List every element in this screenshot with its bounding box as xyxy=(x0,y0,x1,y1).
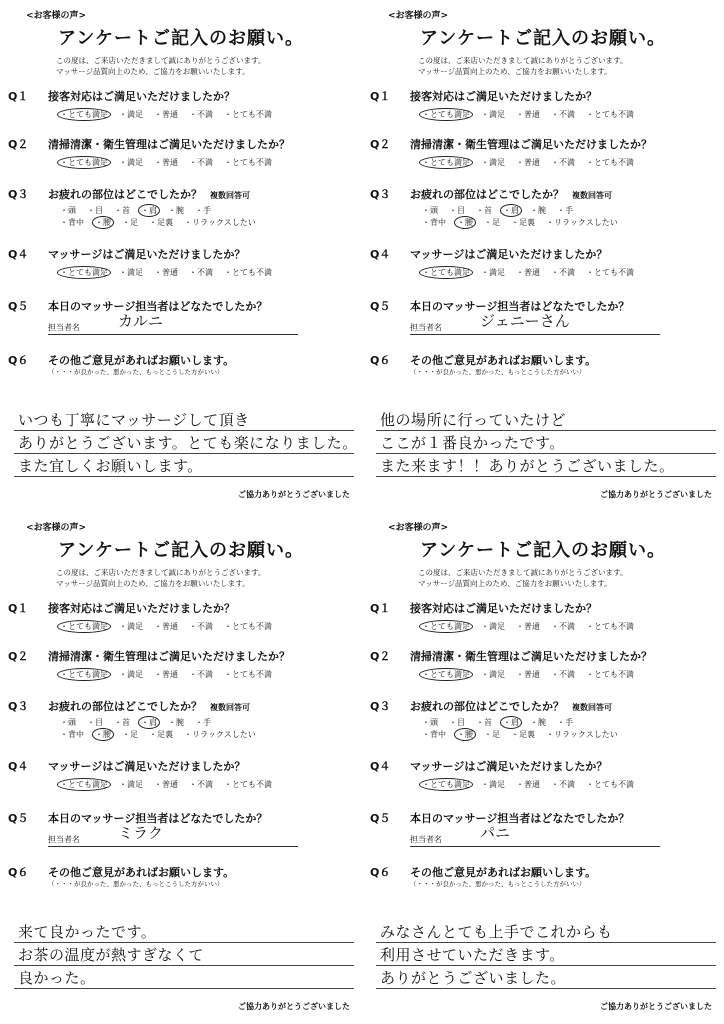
comment-line: ここが１番良かったです。 xyxy=(376,431,716,454)
option-item: ・リラックスしたい xyxy=(546,730,618,739)
question-text: 本日のマッサージ担当者はどなたでしたか？ xyxy=(48,812,268,825)
option-item: ・とても満足 xyxy=(419,620,473,633)
option-item: ・肩 xyxy=(138,716,160,729)
option-item: ・普通 xyxy=(154,268,178,277)
option-item: ・腕 xyxy=(168,206,184,215)
comment-line: お茶の温度が熱すぎなくて xyxy=(14,943,354,966)
question-number: Q４ xyxy=(370,760,391,773)
intro-text xyxy=(56,55,265,77)
form-title: アンケートご記入のお願い。 xyxy=(58,540,304,561)
question-number: Q１ xyxy=(370,90,391,103)
thanks-text: ご協力ありがとうございました xyxy=(238,490,350,499)
question-text: 接客対応はご満足いただけましたか？ xyxy=(48,602,235,615)
option-item: ・足裏 xyxy=(149,218,173,227)
question-text-main: お疲れの部位はどこでしたか？ xyxy=(410,700,564,713)
header-tag: <お客様の声> xyxy=(388,523,449,533)
option-item: ・肩 xyxy=(138,204,160,217)
option-item: ・普通 xyxy=(516,670,540,679)
rating-options xyxy=(60,668,283,681)
option-item: ・満足 xyxy=(119,158,143,167)
option-item: ・普通 xyxy=(516,110,540,119)
option-item: ・とても不満 xyxy=(586,780,634,789)
option-item: ・腕 xyxy=(168,718,184,727)
option-item: ・とても満足 xyxy=(57,668,111,681)
option-item: ・とても満足 xyxy=(419,266,473,279)
comment-line: ありがとうございます。とても楽になりました。 xyxy=(14,431,354,454)
intro-line-2: マッサージ品質向上のため、ご協力をお願いいたします。 xyxy=(418,67,612,76)
option-item: ・とても不満 xyxy=(224,622,272,631)
option-item: ・とても不満 xyxy=(224,268,272,277)
option-item: ・腕 xyxy=(530,206,546,215)
option-item: ・腰 xyxy=(92,728,114,741)
rating-options xyxy=(60,620,283,633)
question-subtext: （・・・が良かった、悪かった、もっとこうした方がいい） xyxy=(410,368,586,376)
option-item: ・とても満足 xyxy=(419,668,473,681)
option-item: ・不満 xyxy=(189,110,213,119)
form-title: アンケートご記入のお願い。 xyxy=(420,28,666,49)
option-item: ・足 xyxy=(122,730,138,739)
option-item: ・普通 xyxy=(154,780,178,789)
rating-options xyxy=(422,108,645,121)
option-item: ・足裏 xyxy=(511,218,535,227)
intro-line-2: マッサージ品質向上のため、ご協力をお願いいたします。 xyxy=(56,67,250,76)
option-item: ・不満 xyxy=(551,670,575,679)
option-item: ・目 xyxy=(449,206,465,215)
intro-line-1: この度は、ご来店いただきまして誠にありがとうございます。 xyxy=(418,56,628,65)
question-number: Q６ xyxy=(370,354,391,367)
question-text: 接客対応はご満足いただけましたか？ xyxy=(410,90,597,103)
question-text: その他ご意見があればお願いします。 xyxy=(48,866,235,879)
option-item: ・不満 xyxy=(551,780,575,789)
survey-sheet-2 xyxy=(362,0,724,512)
question-number: Q５ xyxy=(8,812,29,825)
option-item: ・目 xyxy=(87,206,103,215)
staff-name-handwritten: パニ xyxy=(480,824,511,842)
question-number: Q１ xyxy=(370,602,391,615)
question-note: 複数回答可 xyxy=(210,703,250,712)
option-item: ・背中 xyxy=(60,218,84,227)
rating-options xyxy=(422,266,645,279)
option-item: ・首 xyxy=(476,206,492,215)
option-item: ・とても満足 xyxy=(57,156,111,169)
question-text: マッサージはご満足いただけましたか？ xyxy=(410,760,608,773)
option-item: ・とても不満 xyxy=(586,670,634,679)
option-item: ・普通 xyxy=(516,780,540,789)
intro-line-1: この度は、ご来店いただきまして誠にありがとうございます。 xyxy=(418,568,628,577)
comment-line: 他の場所に行っていたけど xyxy=(376,408,716,431)
comment-line: また宜しくお願いします。 xyxy=(14,454,354,477)
question-number: Q２ xyxy=(370,650,391,663)
option-item: ・満足 xyxy=(481,622,505,631)
option-item: ・肩 xyxy=(500,716,522,729)
question-text: マッサージはご満足いただけましたか？ xyxy=(410,248,608,261)
option-item: ・リラックスしたい xyxy=(184,218,256,227)
comment-area xyxy=(376,408,716,477)
option-item: ・腰 xyxy=(454,216,476,229)
question-number: Q２ xyxy=(8,138,29,151)
option-item: ・足裏 xyxy=(511,730,535,739)
option-item: ・首 xyxy=(114,718,130,727)
question-number: Q６ xyxy=(8,866,29,879)
staff-label: 担当者名 xyxy=(410,323,442,332)
intro-line-1: この度は、ご来店いただきまして誠にありがとうございます。 xyxy=(56,56,266,65)
option-item: ・不満 xyxy=(189,268,213,277)
rating-options xyxy=(422,778,645,791)
question-text: 清掃清潔・衛生管理はご満足いただけましたか？ xyxy=(48,138,290,151)
rating-options xyxy=(422,620,645,633)
option-item: ・普通 xyxy=(516,622,540,631)
option-item: ・とても満足 xyxy=(419,108,473,121)
option-item: ・満足 xyxy=(119,268,143,277)
question-text: その他ご意見があればお願いします。 xyxy=(410,866,597,879)
option-item: ・足 xyxy=(484,218,500,227)
option-item: ・手 xyxy=(557,718,573,727)
option-item: ・頭 xyxy=(422,718,438,727)
option-item: ・満足 xyxy=(481,670,505,679)
comment-line: また来ます！！ありがとうございました。 xyxy=(376,454,716,477)
question-text: マッサージはご満足いただけましたか？ xyxy=(48,760,246,773)
option-item: ・満足 xyxy=(119,110,143,119)
option-item: ・首 xyxy=(476,718,492,727)
question-number: Q３ xyxy=(8,188,29,201)
option-item: ・頭 xyxy=(60,718,76,727)
option-item: ・とても満足 xyxy=(57,620,111,633)
question-note: 複数回答可 xyxy=(210,191,250,200)
staff-underline xyxy=(48,334,298,335)
option-item: ・頭 xyxy=(60,206,76,215)
option-item: ・手 xyxy=(195,206,211,215)
option-item: ・とても不満 xyxy=(224,158,272,167)
option-item: ・とても不満 xyxy=(224,670,272,679)
question-number: Q４ xyxy=(8,760,29,773)
question-text xyxy=(48,698,250,714)
option-item: ・普通 xyxy=(154,110,178,119)
option-item: ・とても不満 xyxy=(586,158,634,167)
question-number: Q５ xyxy=(370,812,391,825)
question-text: マッサージはご満足いただけましたか？ xyxy=(48,248,246,261)
comment-line: 利用させていただきます。 xyxy=(376,943,716,966)
comment-line: いつも丁寧にマッサージして頂き xyxy=(14,408,354,431)
question-text-main: お疲れの部位はどこでしたか？ xyxy=(48,700,202,713)
question-number: Q６ xyxy=(8,354,29,367)
question-text: 清掃清潔・衛生管理はご満足いただけましたか？ xyxy=(48,650,290,663)
comment-line: ありがとうございました。 xyxy=(376,966,716,989)
option-item: ・とても満足 xyxy=(419,156,473,169)
comment-area xyxy=(14,920,354,989)
rating-options xyxy=(60,108,283,121)
question-text xyxy=(48,186,250,202)
option-item: ・足 xyxy=(484,730,500,739)
question-text: 本日のマッサージ担当者はどなたでしたか？ xyxy=(410,812,630,825)
option-item: ・リラックスしたい xyxy=(184,730,256,739)
form-title: アンケートご記入のお願い。 xyxy=(58,28,304,49)
option-item: ・とても不満 xyxy=(586,268,634,277)
option-item: ・目 xyxy=(87,718,103,727)
comment-line: 来て良かったです。 xyxy=(14,920,354,943)
question-text: 本日のマッサージ担当者はどなたでしたか？ xyxy=(48,300,268,313)
option-item: ・足裏 xyxy=(149,730,173,739)
option-item: ・不満 xyxy=(551,158,575,167)
header-tag: <お客様の声> xyxy=(26,11,87,21)
staff-underline xyxy=(48,846,298,847)
comment-line: 良かった。 xyxy=(14,966,354,989)
header-tag: <お客様の声> xyxy=(26,523,87,533)
thanks-text: ご協力ありがとうございました xyxy=(238,1002,350,1011)
thanks-text: ご協力ありがとうございました xyxy=(600,1002,712,1011)
question-note: 複数回答可 xyxy=(572,703,612,712)
question-text: その他ご意見があればお願いします。 xyxy=(48,354,235,367)
question-text: 接客対応はご満足いただけましたか？ xyxy=(48,90,235,103)
option-item: ・満足 xyxy=(481,110,505,119)
staff-label: 担当者名 xyxy=(48,835,80,844)
comment-area xyxy=(14,408,358,477)
option-item: ・リラックスしたい xyxy=(546,218,618,227)
option-item: ・不満 xyxy=(189,622,213,631)
option-item: ・とても不満 xyxy=(224,780,272,789)
option-item: ・背中 xyxy=(422,730,446,739)
option-item: ・普通 xyxy=(516,158,540,167)
form-title: アンケートご記入のお願い。 xyxy=(420,540,666,561)
option-item: ・満足 xyxy=(481,158,505,167)
question-text xyxy=(410,698,612,714)
header-tag: <お客様の声> xyxy=(388,11,449,21)
rating-options xyxy=(60,266,283,279)
survey-sheet-3 xyxy=(0,512,362,1024)
question-number: Q３ xyxy=(8,700,29,713)
option-item: ・不満 xyxy=(189,670,213,679)
staff-underline xyxy=(410,334,660,335)
option-item: ・不満 xyxy=(551,268,575,277)
option-item: ・背中 xyxy=(422,218,446,227)
question-text: 接客対応はご満足いただけましたか？ xyxy=(410,602,597,615)
question-text xyxy=(410,186,612,202)
question-subtext: （・・・が良かった、悪かった、もっとこうした方がいい） xyxy=(48,880,224,888)
option-item: ・とても満足 xyxy=(419,778,473,791)
question-number: Q５ xyxy=(8,300,29,313)
option-item: ・首 xyxy=(114,206,130,215)
option-item: ・腰 xyxy=(454,728,476,741)
body-part-row-2 xyxy=(60,216,267,229)
rating-options xyxy=(60,778,283,791)
intro-text xyxy=(418,55,627,77)
intro-text xyxy=(418,567,627,589)
intro-line-2: マッサージ品質向上のため、ご協力をお願いいたします。 xyxy=(56,579,250,588)
option-item: ・とても不満 xyxy=(586,622,634,631)
question-number: Q３ xyxy=(370,188,391,201)
option-item: ・肩 xyxy=(500,204,522,217)
option-item: ・足 xyxy=(122,218,138,227)
option-item: ・目 xyxy=(449,718,465,727)
option-item: ・背中 xyxy=(60,730,84,739)
option-item: ・とても満足 xyxy=(57,108,111,121)
intro-line-2: マッサージ品質向上のため、ご協力をお願いいたします。 xyxy=(418,579,612,588)
staff-name-handwritten: ジェニーさん xyxy=(480,312,570,330)
option-item: ・腕 xyxy=(530,718,546,727)
staff-name-handwritten: ミラク xyxy=(118,824,164,842)
question-number: Q４ xyxy=(370,248,391,261)
question-subtext: （・・・が良かった、悪かった、もっとこうした方がいい） xyxy=(48,368,224,376)
question-number: Q２ xyxy=(370,138,391,151)
question-number: Q３ xyxy=(370,700,391,713)
option-item: ・普通 xyxy=(516,268,540,277)
question-text: 清掃清潔・衛生管理はご満足いただけましたか？ xyxy=(410,650,652,663)
option-item: ・満足 xyxy=(481,780,505,789)
body-part-row-2 xyxy=(60,728,267,741)
option-item: ・満足 xyxy=(119,670,143,679)
question-text-main: お疲れの部位はどこでしたか？ xyxy=(48,188,202,201)
staff-underline xyxy=(410,846,660,847)
body-part-row-2 xyxy=(422,216,629,229)
option-item: ・とても満足 xyxy=(57,778,111,791)
option-item: ・不満 xyxy=(551,110,575,119)
question-number: Q１ xyxy=(8,90,29,103)
question-number: Q１ xyxy=(8,602,29,615)
option-item: ・不満 xyxy=(189,780,213,789)
option-item: ・頭 xyxy=(422,206,438,215)
survey-sheet-4 xyxy=(362,512,724,1024)
thanks-text: ご協力ありがとうございました xyxy=(600,490,712,499)
question-text: 清掃清潔・衛生管理はご満足いただけましたか？ xyxy=(410,138,652,151)
question-text-main: お疲れの部位はどこでしたか？ xyxy=(410,188,564,201)
question-number: Q４ xyxy=(8,248,29,261)
intro-text xyxy=(56,567,265,589)
option-item: ・普通 xyxy=(154,622,178,631)
option-item: ・とても不満 xyxy=(586,110,634,119)
question-text: 本日のマッサージ担当者はどなたでしたか？ xyxy=(410,300,630,313)
option-item: ・普通 xyxy=(154,670,178,679)
staff-label: 担当者名 xyxy=(410,835,442,844)
option-item: ・手 xyxy=(557,206,573,215)
intro-line-1: この度は、ご来店いただきまして誠にありがとうございます。 xyxy=(56,568,266,577)
comment-area xyxy=(376,920,716,989)
staff-name-handwritten: カルニ xyxy=(118,312,164,330)
comment-line: みなさんとても上手でこれからも xyxy=(376,920,716,943)
option-item: ・満足 xyxy=(481,268,505,277)
question-text: その他ご意見があればお願いします。 xyxy=(410,354,597,367)
option-item: ・不満 xyxy=(551,622,575,631)
option-item: ・満足 xyxy=(119,622,143,631)
survey-sheet-1 xyxy=(0,0,362,512)
question-number: Q６ xyxy=(370,866,391,879)
question-note: 複数回答可 xyxy=(572,191,612,200)
rating-options xyxy=(422,156,645,169)
question-number: Q５ xyxy=(370,300,391,313)
option-item: ・満足 xyxy=(119,780,143,789)
rating-options xyxy=(60,156,283,169)
option-item: ・手 xyxy=(195,718,211,727)
option-item: ・とても不満 xyxy=(224,110,272,119)
question-subtext: （・・・が良かった、悪かった、もっとこうした方がいい） xyxy=(410,880,586,888)
body-part-row-2 xyxy=(422,728,629,741)
option-item: ・腰 xyxy=(92,216,114,229)
staff-label: 担当者名 xyxy=(48,323,80,332)
question-number: Q２ xyxy=(8,650,29,663)
option-item: ・とても満足 xyxy=(57,266,111,279)
option-item: ・不満 xyxy=(189,158,213,167)
option-item: ・普通 xyxy=(154,158,178,167)
rating-options xyxy=(422,668,645,681)
